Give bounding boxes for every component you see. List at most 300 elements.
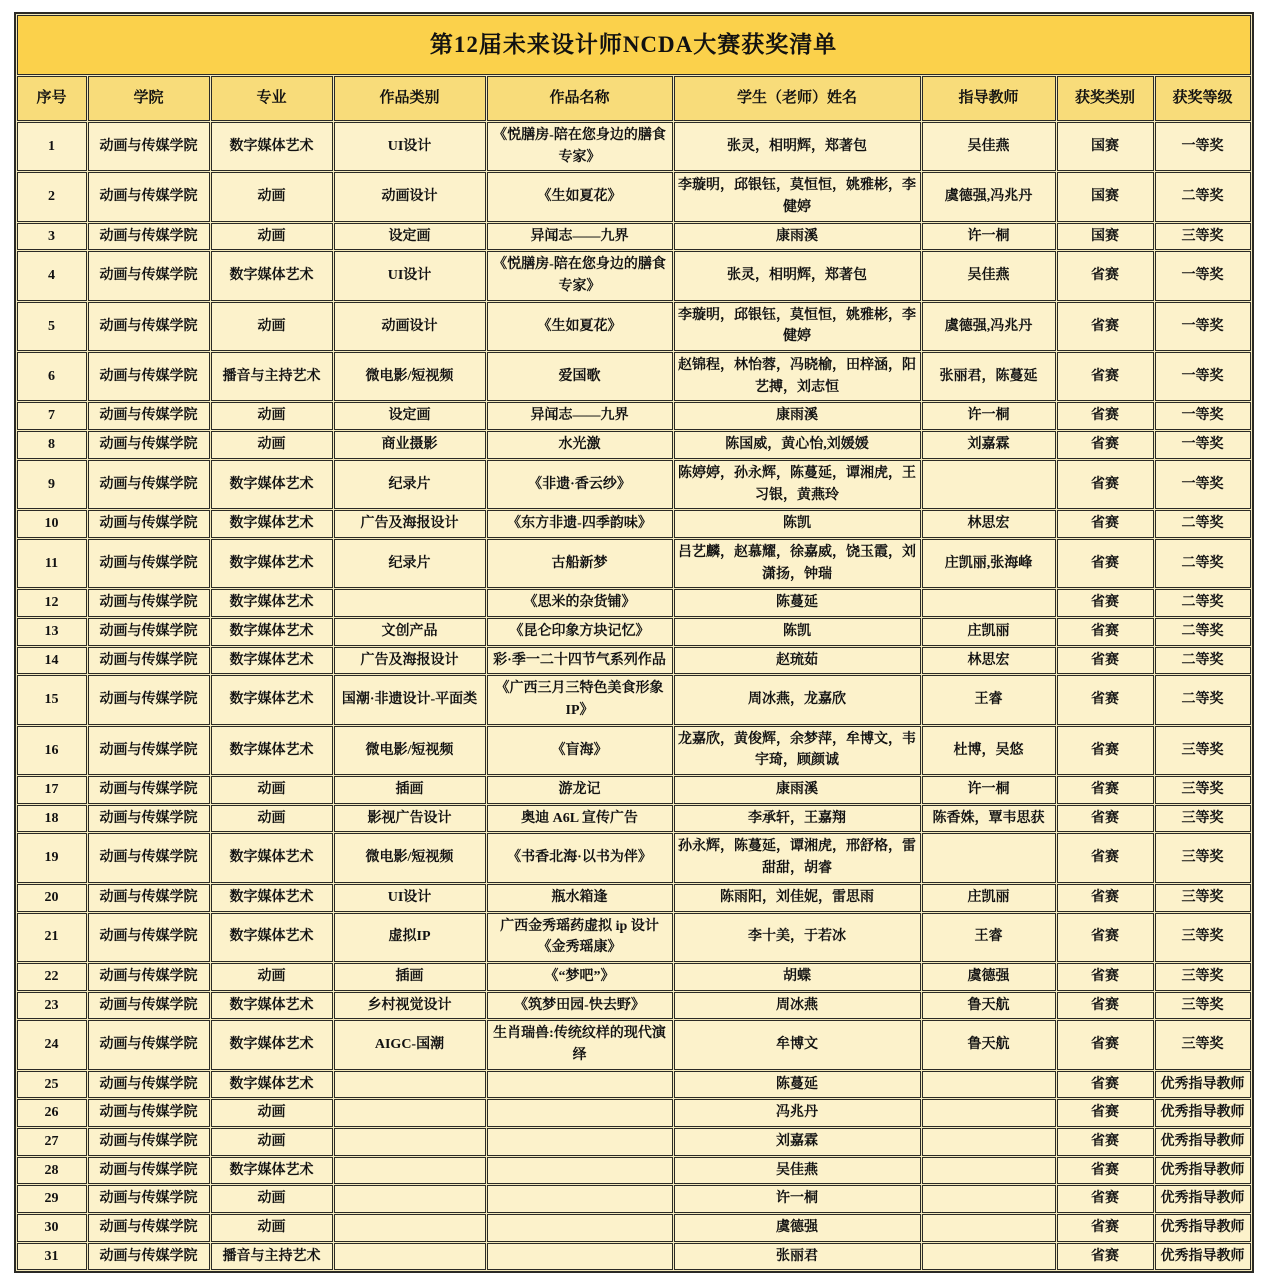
cell-college: 动画与传媒学院: [88, 431, 210, 459]
cell-work: 异闻志——九界: [487, 223, 673, 251]
cell-college: 动画与传媒学院: [88, 647, 210, 675]
cell-category: UI设计: [334, 122, 486, 171]
column-header-students: 学生（老师）姓名: [674, 76, 921, 121]
cell-no: 3: [17, 223, 87, 251]
cell-major: 数字媒体艺术: [211, 1020, 333, 1069]
cell-no: 30: [17, 1214, 87, 1242]
cell-category: AIGC-国潮: [334, 1020, 486, 1069]
cell-award_type: 省赛: [1057, 460, 1154, 509]
cell-award_type: 省赛: [1057, 1128, 1154, 1156]
cell-work: 《筑梦田园-快去野》: [487, 992, 673, 1020]
cell-category: 微电影/短视频: [334, 352, 486, 401]
table-row: [17, 726, 1251, 775]
cell-work: [487, 1157, 673, 1185]
column-header-award_level: 获奖等级: [1155, 76, 1251, 121]
cell-major: 数字媒体艺术: [211, 539, 333, 588]
cell-college: 动画与传媒学院: [88, 172, 210, 221]
cell-award_type: 国赛: [1057, 172, 1154, 221]
cell-college: 动画与传媒学院: [88, 1020, 210, 1069]
cell-award_level: 三等奖: [1155, 776, 1251, 804]
cell-advisors: 许一桐: [922, 402, 1056, 430]
cell-no: 6: [17, 352, 87, 401]
cell-award_type: 省赛: [1057, 833, 1154, 882]
table-row: [17, 352, 1251, 401]
cell-advisors: 许一桐: [922, 223, 1056, 251]
cell-no: 12: [17, 589, 87, 617]
cell-award_type: 省赛: [1057, 510, 1154, 538]
cell-college: 动画与传媒学院: [88, 884, 210, 912]
cell-major: 动画: [211, 302, 333, 351]
cell-work: 《悦膳房-陪在您身边的膳食专家》: [487, 251, 673, 300]
cell-advisors: [922, 1071, 1056, 1099]
cell-work: 《思米的杂货铺》: [487, 589, 673, 617]
cell-major: 动画: [211, 1128, 333, 1156]
cell-students: 赵锦程，林怡蓉，冯晓榆，田梓涵，阳艺搏，刘志恒: [674, 352, 921, 401]
cell-work: 《东方非遗-四季韵味》: [487, 510, 673, 538]
table-row: [17, 1071, 1251, 1099]
column-header-no: 序号: [17, 76, 87, 121]
table-row: [17, 1157, 1251, 1185]
cell-major: 数字媒体艺术: [211, 884, 333, 912]
cell-work: [487, 1071, 673, 1099]
cell-advisors: 鲁天航: [922, 1020, 1056, 1069]
cell-college: 动画与传媒学院: [88, 223, 210, 251]
cell-no: 19: [17, 833, 87, 882]
cell-major: 动画: [211, 963, 333, 991]
cell-award_type: 省赛: [1057, 1099, 1154, 1127]
table-row: [17, 913, 1251, 962]
cell-advisors: 王睿: [922, 913, 1056, 962]
cell-college: 动画与传媒学院: [88, 510, 210, 538]
cell-work: 生肖瑞兽:传统纹样的现代演绎: [487, 1020, 673, 1069]
cell-college: 动画与传媒学院: [88, 1243, 210, 1271]
cell-no: 31: [17, 1243, 87, 1271]
cell-no: 9: [17, 460, 87, 509]
cell-no: 22: [17, 963, 87, 991]
cell-major: 数字媒体艺术: [211, 833, 333, 882]
cell-college: 动画与传媒学院: [88, 1099, 210, 1127]
cell-award_type: 省赛: [1057, 302, 1154, 351]
cell-students: 张灵，相明辉，郑著包: [674, 122, 921, 171]
cell-major: 数字媒体艺术: [211, 251, 333, 300]
table-row: [17, 647, 1251, 675]
cell-college: 动画与传媒学院: [88, 589, 210, 617]
table-row: [17, 251, 1251, 300]
cell-work: [487, 1185, 673, 1213]
cell-award_type: 省赛: [1057, 647, 1154, 675]
cell-award_type: 省赛: [1057, 1214, 1154, 1242]
cell-major: 动画: [211, 431, 333, 459]
cell-major: 动画: [211, 805, 333, 833]
cell-students: 周冰燕，龙嘉欣: [674, 675, 921, 724]
cell-advisors: 张丽君，陈蔓延: [922, 352, 1056, 401]
cell-advisors: [922, 1214, 1056, 1242]
cell-advisors: 林思宏: [922, 510, 1056, 538]
cell-no: 21: [17, 913, 87, 962]
cell-students: 刘嘉霖: [674, 1128, 921, 1156]
table-row: [17, 122, 1251, 171]
cell-major: 播音与主持艺术: [211, 352, 333, 401]
cell-award_type: 省赛: [1057, 618, 1154, 646]
cell-category: 纪录片: [334, 460, 486, 509]
cell-award_type: 省赛: [1057, 1185, 1154, 1213]
cell-award_level: 三等奖: [1155, 833, 1251, 882]
cell-no: 4: [17, 251, 87, 300]
cell-work: 《昆仑印象方块记忆》: [487, 618, 673, 646]
table-row: [17, 805, 1251, 833]
cell-students: 陈蔓延: [674, 1071, 921, 1099]
cell-award_level: 三等奖: [1155, 805, 1251, 833]
cell-award_type: 省赛: [1057, 1243, 1154, 1271]
table-row: [17, 1099, 1251, 1127]
cell-students: 陈蔓延: [674, 589, 921, 617]
cell-category: [334, 1099, 486, 1127]
cell-advisors: 鲁天航: [922, 992, 1056, 1020]
cell-no: 25: [17, 1071, 87, 1099]
page-title: 第12届未来设计师NCDA大赛获奖清单: [17, 15, 1251, 75]
cell-award_level: 优秀指导教师: [1155, 1099, 1251, 1127]
cell-award_level: 优秀指导教师: [1155, 1128, 1251, 1156]
column-header-major: 专业: [211, 76, 333, 121]
cell-advisors: [922, 1243, 1056, 1271]
cell-no: 20: [17, 884, 87, 912]
cell-work: 《广西三月三特色美食形象IP》: [487, 675, 673, 724]
cell-award_type: 省赛: [1057, 776, 1154, 804]
cell-major: 动画: [211, 223, 333, 251]
cell-college: 动画与传媒学院: [88, 963, 210, 991]
cell-award_level: 三等奖: [1155, 1020, 1251, 1069]
cell-college: 动画与传媒学院: [88, 1157, 210, 1185]
cell-award_type: 省赛: [1057, 402, 1154, 430]
cell-work: 奥迪 A6L 宣传广告: [487, 805, 673, 833]
cell-category: UI设计: [334, 251, 486, 300]
cell-advisors: 庄凯丽: [922, 618, 1056, 646]
cell-no: 5: [17, 302, 87, 351]
cell-college: 动画与传媒学院: [88, 460, 210, 509]
cell-college: 动画与传媒学院: [88, 539, 210, 588]
cell-work: 异闻志——九界: [487, 402, 673, 430]
cell-students: 龙嘉欣，黄俊辉，余梦萍，牟博文，韦宇琦，顾颜诚: [674, 726, 921, 775]
cell-no: 8: [17, 431, 87, 459]
cell-advisors: 林思宏: [922, 647, 1056, 675]
cell-advisors: [922, 1157, 1056, 1185]
table-row: [17, 675, 1251, 724]
cell-students: 陈雨阳，刘佳妮，雷思雨: [674, 884, 921, 912]
cell-major: 数字媒体艺术: [211, 122, 333, 171]
cell-major: 动画: [211, 402, 333, 430]
table-row: [17, 223, 1251, 251]
cell-award_type: 国赛: [1057, 122, 1154, 171]
awards-table: [14, 12, 1254, 1273]
table-row: [17, 833, 1251, 882]
cell-advisors: 吴佳燕: [922, 251, 1056, 300]
cell-students: 陈国威，黄心怡,刘媛媛: [674, 431, 921, 459]
cell-work: 《生如夏花》: [487, 302, 673, 351]
cell-students: 周冰燕: [674, 992, 921, 1020]
cell-award_level: 二等奖: [1155, 675, 1251, 724]
cell-work: [487, 1214, 673, 1242]
table-row: [17, 402, 1251, 430]
cell-major: 数字媒体艺术: [211, 726, 333, 775]
cell-college: 动画与传媒学院: [88, 122, 210, 171]
cell-no: 26: [17, 1099, 87, 1127]
cell-college: 动画与传媒学院: [88, 1214, 210, 1242]
cell-category: 动画设计: [334, 302, 486, 351]
cell-award_level: 二等奖: [1155, 539, 1251, 588]
cell-award_level: 二等奖: [1155, 647, 1251, 675]
cell-category: 插画: [334, 963, 486, 991]
cell-work: 《书香北海·以书为伴》: [487, 833, 673, 882]
cell-students: 张丽君: [674, 1243, 921, 1271]
cell-students: 李十美，于若冰: [674, 913, 921, 962]
cell-award_type: 省赛: [1057, 992, 1154, 1020]
cell-work: 广西金秀瑶药虚拟 ip 设计《金秀瑶康》: [487, 913, 673, 962]
table-row: [17, 1214, 1251, 1242]
cell-students: 李璇明，邱银钰，莫恒恒，姚雅彬，李健婷: [674, 302, 921, 351]
cell-advisors: 庄凯丽,张海峰: [922, 539, 1056, 588]
column-header-award_type: 获奖类别: [1057, 76, 1154, 121]
table-row: [17, 1243, 1251, 1271]
cell-award_level: 三等奖: [1155, 992, 1251, 1020]
cell-major: 动画: [211, 1099, 333, 1127]
cell-award_type: 国赛: [1057, 223, 1154, 251]
cell-award_type: 省赛: [1057, 1157, 1154, 1185]
cell-category: UI设计: [334, 884, 486, 912]
cell-major: 数字媒体艺术: [211, 1157, 333, 1185]
cell-advisors: 刘嘉霖: [922, 431, 1056, 459]
title-row: [17, 15, 1251, 75]
cell-students: 陈凯: [674, 510, 921, 538]
table-row: [17, 884, 1251, 912]
cell-students: 张灵，相明辉，郑著包: [674, 251, 921, 300]
cell-major: 数字媒体艺术: [211, 510, 333, 538]
cell-major: 动画: [211, 172, 333, 221]
cell-award_level: 三等奖: [1155, 726, 1251, 775]
cell-category: [334, 1071, 486, 1099]
cell-no: 1: [17, 122, 87, 171]
cell-college: 动画与传媒学院: [88, 776, 210, 804]
cell-category: 纪录片: [334, 539, 486, 588]
cell-award_level: 优秀指导教师: [1155, 1157, 1251, 1185]
cell-major: 数字媒体艺术: [211, 992, 333, 1020]
cell-award_type: 省赛: [1057, 675, 1154, 724]
table-row: [17, 460, 1251, 509]
cell-award_level: 一等奖: [1155, 122, 1251, 171]
cell-students: 陈婷婷，孙永辉，陈蔓延，谭湘虎，王习银，黄燕玲: [674, 460, 921, 509]
cell-students: 康雨溪: [674, 402, 921, 430]
cell-students: 孙永辉，陈蔓延，谭湘虎，邢舒格，雷甜甜，胡睿: [674, 833, 921, 882]
cell-category: 广告及海报设计: [334, 510, 486, 538]
table-row: [17, 776, 1251, 804]
cell-advisors: 吴佳燕: [922, 122, 1056, 171]
table-row: [17, 510, 1251, 538]
table-row: [17, 172, 1251, 221]
cell-award_level: 优秀指导教师: [1155, 1071, 1251, 1099]
table-row: [17, 618, 1251, 646]
table-row: [17, 1128, 1251, 1156]
cell-category: 乡村视觉设计: [334, 992, 486, 1020]
table-row: [17, 1185, 1251, 1213]
cell-no: 23: [17, 992, 87, 1020]
header-row: [17, 76, 1251, 121]
cell-students: 吴佳燕: [674, 1157, 921, 1185]
cell-award_level: 优秀指导教师: [1155, 1243, 1251, 1271]
cell-work: 游龙记: [487, 776, 673, 804]
cell-college: 动画与传媒学院: [88, 1071, 210, 1099]
cell-students: 李璇明，邱银钰，莫恒恒，姚雅彬，李健婷: [674, 172, 921, 221]
cell-students: 李承轩，王嘉翔: [674, 805, 921, 833]
column-header-category: 作品类别: [334, 76, 486, 121]
column-header-work: 作品名称: [487, 76, 673, 121]
cell-work: 《“梦吧”》: [487, 963, 673, 991]
cell-advisors: [922, 1099, 1056, 1127]
cell-advisors: 杜博，吴悠: [922, 726, 1056, 775]
cell-students: 康雨溪: [674, 776, 921, 804]
cell-category: 设定画: [334, 223, 486, 251]
cell-category: 插画: [334, 776, 486, 804]
cell-work: 《生如夏花》: [487, 172, 673, 221]
cell-no: 16: [17, 726, 87, 775]
cell-award_level: 一等奖: [1155, 352, 1251, 401]
cell-no: 28: [17, 1157, 87, 1185]
cell-college: 动画与传媒学院: [88, 726, 210, 775]
cell-category: 国潮·非遗设计-平面类: [334, 675, 486, 724]
cell-category: 文创产品: [334, 618, 486, 646]
table-row: [17, 963, 1251, 991]
cell-work: 古船新梦: [487, 539, 673, 588]
cell-work: 彩·季一二十四节气系列作品: [487, 647, 673, 675]
cell-award_type: 省赛: [1057, 352, 1154, 401]
cell-work: 《悦膳房-陪在您身边的膳食专家》: [487, 122, 673, 171]
cell-award_level: 二等奖: [1155, 510, 1251, 538]
cell-work: 瓶水箱逢: [487, 884, 673, 912]
cell-category: 微电影/短视频: [334, 833, 486, 882]
cell-college: 动画与传媒学院: [88, 352, 210, 401]
cell-award_type: 省赛: [1057, 805, 1154, 833]
cell-category: [334, 1128, 486, 1156]
cell-award_type: 省赛: [1057, 726, 1154, 775]
cell-work: [487, 1099, 673, 1127]
column-header-advisors: 指导教师: [922, 76, 1056, 121]
cell-no: 10: [17, 510, 87, 538]
cell-no: 13: [17, 618, 87, 646]
cell-major: 播音与主持艺术: [211, 1243, 333, 1271]
cell-students: 许一桐: [674, 1185, 921, 1213]
cell-major: 动画: [211, 1185, 333, 1213]
cell-award_level: 三等奖: [1155, 963, 1251, 991]
cell-no: 14: [17, 647, 87, 675]
cell-award_type: 省赛: [1057, 251, 1154, 300]
cell-category: 影视广告设计: [334, 805, 486, 833]
cell-college: 动画与传媒学院: [88, 805, 210, 833]
cell-award_level: 优秀指导教师: [1155, 1214, 1251, 1242]
cell-major: 数字媒体艺术: [211, 1071, 333, 1099]
cell-award_type: 省赛: [1057, 963, 1154, 991]
table-row: [17, 589, 1251, 617]
cell-award_level: 一等奖: [1155, 251, 1251, 300]
cell-no: 29: [17, 1185, 87, 1213]
table-row: [17, 431, 1251, 459]
cell-no: 17: [17, 776, 87, 804]
cell-no: 24: [17, 1020, 87, 1069]
awards-sheet: [14, 12, 1254, 1273]
cell-award_level: 优秀指导教师: [1155, 1185, 1251, 1213]
cell-category: [334, 1185, 486, 1213]
cell-no: 27: [17, 1128, 87, 1156]
cell-major: 数字媒体艺术: [211, 647, 333, 675]
table-row: [17, 539, 1251, 588]
cell-award_level: 三等奖: [1155, 223, 1251, 251]
cell-college: 动画与传媒学院: [88, 913, 210, 962]
table-row: [17, 302, 1251, 351]
cell-award_level: 三等奖: [1155, 913, 1251, 962]
cell-award_type: 省赛: [1057, 1071, 1154, 1099]
cell-award_type: 省赛: [1057, 431, 1154, 459]
cell-award_level: 一等奖: [1155, 431, 1251, 459]
cell-award_type: 省赛: [1057, 884, 1154, 912]
cell-major: 数字媒体艺术: [211, 913, 333, 962]
cell-award_level: 三等奖: [1155, 884, 1251, 912]
cell-students: 胡蝶: [674, 963, 921, 991]
cell-award_level: 一等奖: [1155, 402, 1251, 430]
cell-work: 爱国歌: [487, 352, 673, 401]
cell-college: 动画与传媒学院: [88, 618, 210, 646]
cell-advisors: [922, 1128, 1056, 1156]
cell-major: 数字媒体艺术: [211, 589, 333, 617]
cell-category: 动画设计: [334, 172, 486, 221]
cell-major: 动画: [211, 776, 333, 804]
cell-award_type: 省赛: [1057, 589, 1154, 617]
cell-category: 微电影/短视频: [334, 726, 486, 775]
cell-no: 7: [17, 402, 87, 430]
cell-advisors: 庄凯丽: [922, 884, 1056, 912]
cell-advisors: 陈香姝，覃韦思获: [922, 805, 1056, 833]
table-row: [17, 1020, 1251, 1069]
cell-category: 广告及海报设计: [334, 647, 486, 675]
cell-category: 商业摄影: [334, 431, 486, 459]
cell-award_level: 一等奖: [1155, 460, 1251, 509]
cell-college: 动画与传媒学院: [88, 402, 210, 430]
cell-work: 《盲海》: [487, 726, 673, 775]
cell-students: 冯兆丹: [674, 1099, 921, 1127]
cell-award_type: 省赛: [1057, 1020, 1154, 1069]
cell-category: [334, 1214, 486, 1242]
cell-college: 动画与传媒学院: [88, 1185, 210, 1213]
table-row: [17, 992, 1251, 1020]
cell-work: 《非遗·香云纱》: [487, 460, 673, 509]
cell-no: 11: [17, 539, 87, 588]
cell-category: [334, 589, 486, 617]
cell-major: 数字媒体艺术: [211, 675, 333, 724]
cell-award_level: 二等奖: [1155, 589, 1251, 617]
cell-advisors: 虞德强: [922, 963, 1056, 991]
cell-no: 18: [17, 805, 87, 833]
cell-award_level: 一等奖: [1155, 302, 1251, 351]
cell-students: 吕艺麟，赵慕耀，徐嘉威，饶玉霞，刘潇扬，钟瑞: [674, 539, 921, 588]
cell-advisors: 许一桐: [922, 776, 1056, 804]
cell-work: 水光激: [487, 431, 673, 459]
cell-major: 数字媒体艺术: [211, 460, 333, 509]
cell-advisors: [922, 460, 1056, 509]
cell-college: 动画与传媒学院: [88, 833, 210, 882]
cell-award_level: 二等奖: [1155, 172, 1251, 221]
cell-no: 2: [17, 172, 87, 221]
cell-award_type: 省赛: [1057, 913, 1154, 962]
cell-major: 动画: [211, 1214, 333, 1242]
cell-students: 康雨溪: [674, 223, 921, 251]
cell-students: 陈凯: [674, 618, 921, 646]
cell-college: 动画与传媒学院: [88, 251, 210, 300]
